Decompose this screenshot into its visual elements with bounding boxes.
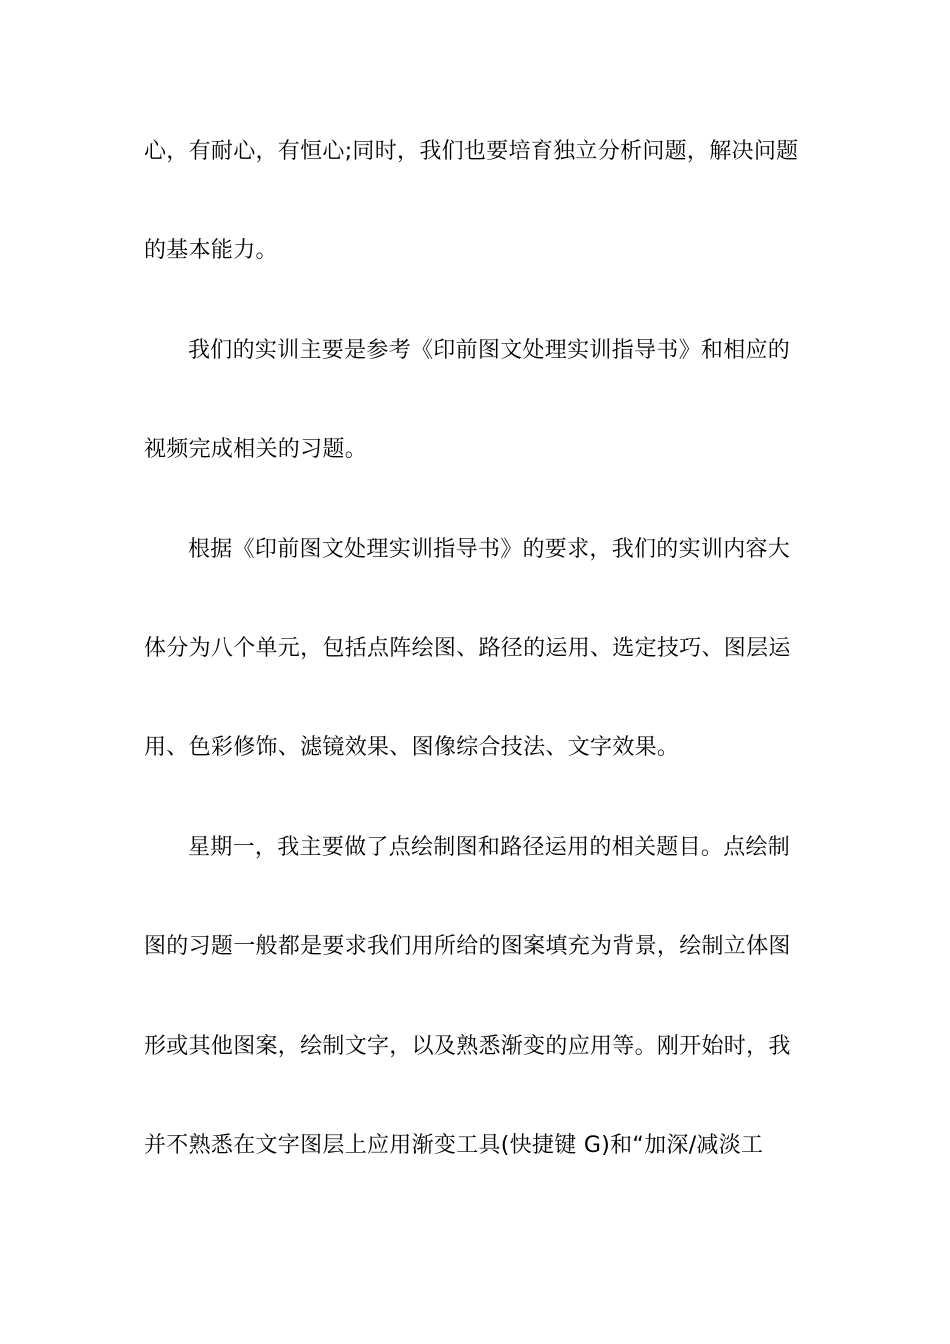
paragraph-line: 图的习题一般都是要求我们用所给的图案填充为背景，绘制立体图 — [144, 934, 791, 959]
paragraph-line: 心，有耐心，有恒心;同时，我们也要培育独立分析问题，解决问题 — [144, 139, 799, 164]
paragraph-line: 用、色彩修饰、滤镜效果、图像综合技法、文字效果。 — [144, 735, 680, 760]
paragraph-line: 视频完成相关的习题。 — [144, 437, 368, 462]
paragraph-line: 形或其他图案，绘制文字，以及熟悉渐变的应用等。刚开始时，我 — [144, 1034, 791, 1059]
paragraph-line: 体分为八个单元，包括点阵绘图、路径的运用、选定技巧、图层运 — [144, 636, 791, 661]
paragraph-first-line: 星期一，我主要做了点绘制图和路径运用的相关题目。点绘制 — [188, 835, 791, 860]
paragraph-first-line: 根据《印前图文处理实训指导书》的要求，我们的实训内容大 — [188, 537, 791, 562]
paragraph-first-line: 我们的实训主要是参考《印前图文处理实训指导书》和相应的 — [188, 338, 791, 363]
paragraph-line: 的基本能力。 — [144, 238, 278, 263]
paragraph-line: 并不熟悉在文字图层上应用渐变工具(快捷键 G)和“加深/减淡工 — [144, 1133, 764, 1158]
